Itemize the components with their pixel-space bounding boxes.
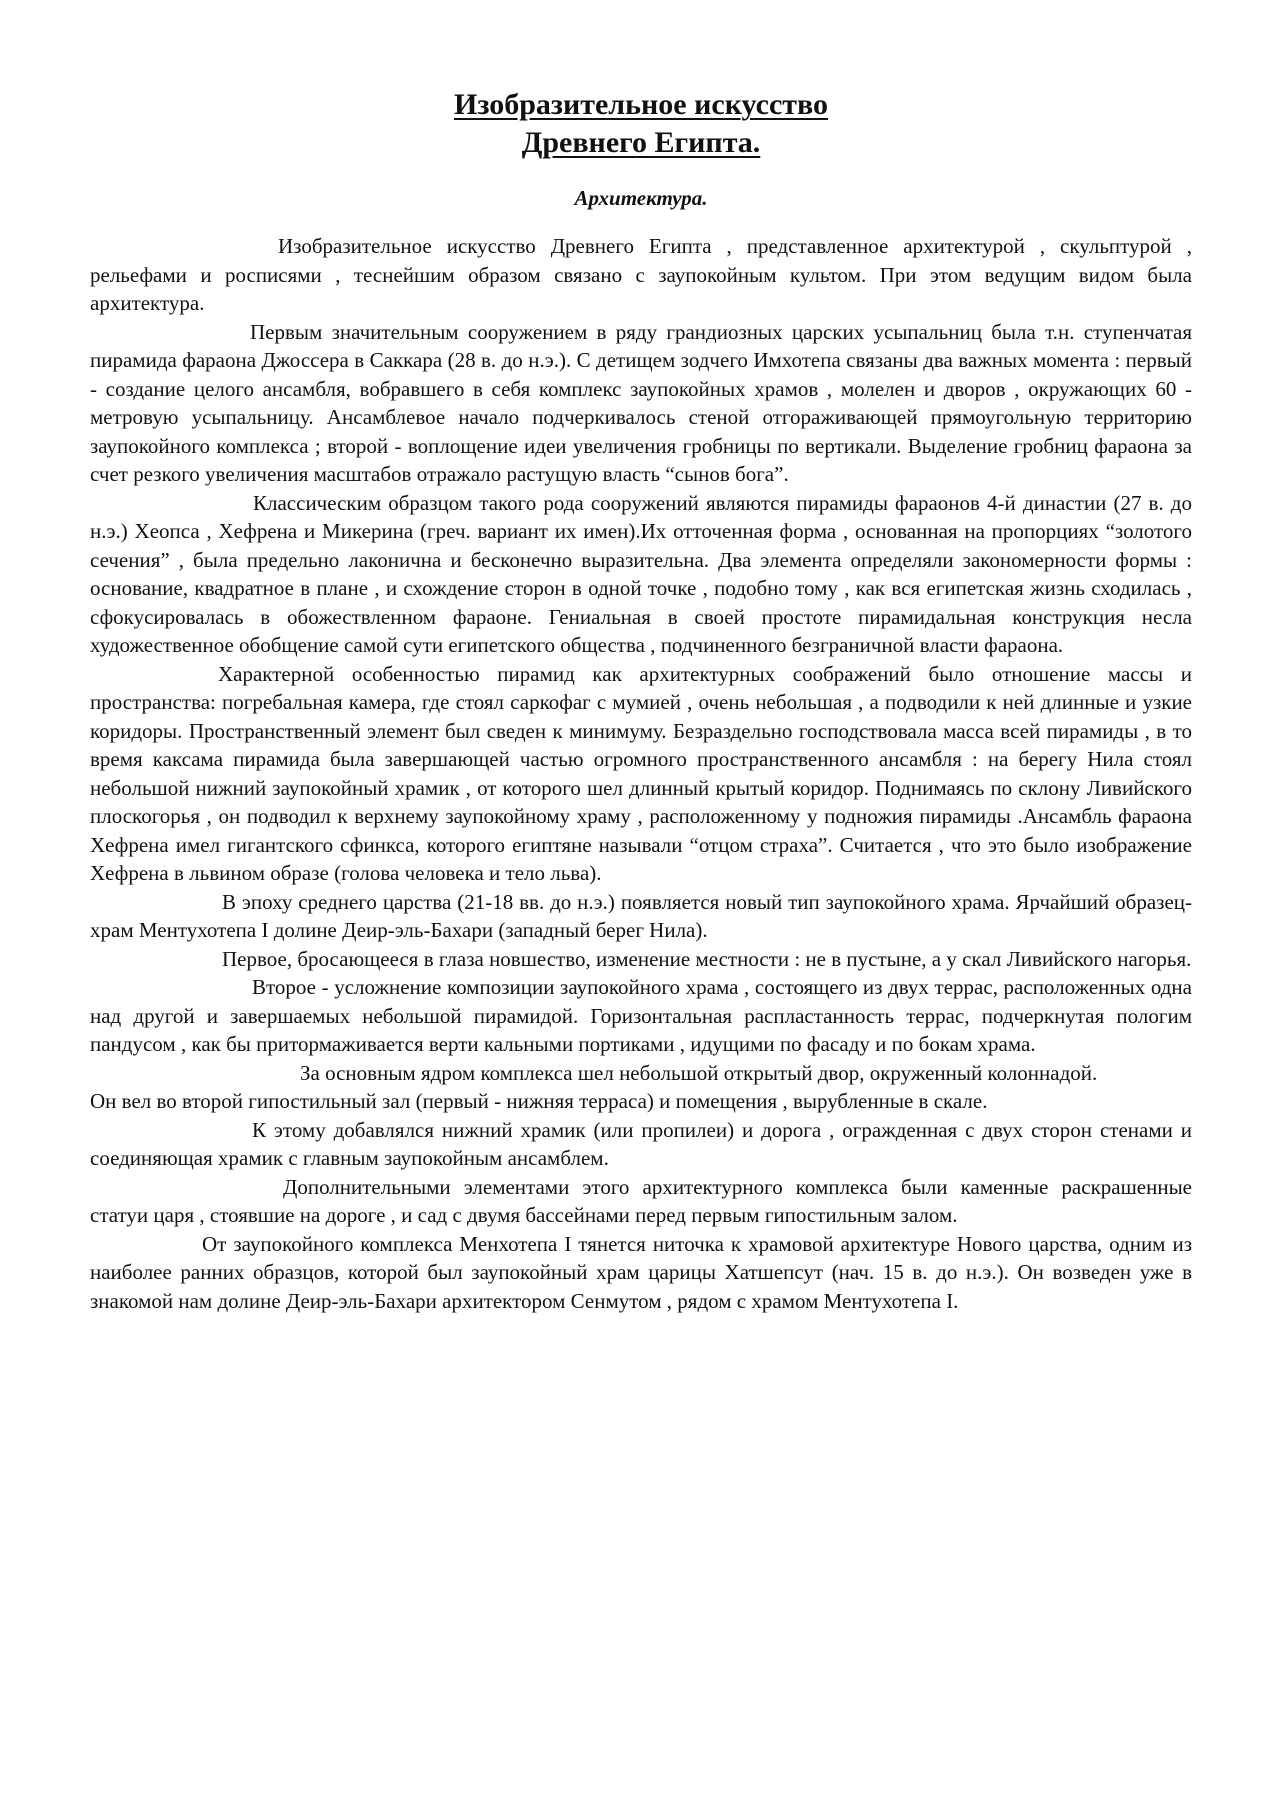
paragraph-11: Дополнительными элементами этого архитектурного комплекса были каменные раскрашенные статуи царя , стоявшие на дороге , и сад с двумя бассейнами перед первым гипостильным залом. <box>90 1174 1192 1227</box>
paragraph-3: Классическим образцом такого рода сооружений являются пирамиды фараонов 4-й династии (27 в. до н.э.) Хеопса , Хефрена и Микерина (греч. вариант их имен).Их отточенная форма , основанная на пропорциях “золотого сечения” , была предельно лаконична и бесконечно выразительна. Два элемента определяли закономерности формы : основание, квадратное в плане , и схождение сторон в одной точке , подобно тому , как вся египетская жизнь сходилась , сфокусировалась в обожествленном фараоне. Гениальная в своей простоте пирамидальная конструкция несла художественное обобщение самой сути египетского общества , подчиненного безграничной власти фараона. <box>90 490 1192 657</box>
paragraph-7: Второе - усложнение композиции заупокойного храма , состоящего из двух террас, расположенных одна над другой и завершаемых небольшой пирамидой. Горизонтальная распластанность террас, подчеркнутая пологим пандусом , как бы притормаживается верти кальными портиками , идущими по фасаду и по бокам храма. <box>90 975 1192 1056</box>
title-line-1: Изобразительное искусство <box>454 88 828 121</box>
paragraph-4: Характерной особенностью пирамид как архитектурных соображений было отношение массы и пространства: погребальная камера, где стоял саркофаг с мумией , очень небольшая , а подводили к ней длинные и узкие коридоры. Пространственный элемент был сведен к минимуму. Безраздельно господствовала масса всей пирамиды , в то время каксама пирамида была завершающей частью огромного пространственного ансамбля : на берегу Нила стоял небольшой нижний заупокойный храмик , от которого шел длинный крытый коридор. Поднимаясь по склону Ливийского плоскогорья , он подводил к верхнему заупокойному храму , расположенному у подножия пирамиды .Ансамбль фараона Хефрена имел гигантского сфинкса, которого египтяне называли “отцом страха”. Считается , что это было изображение Хефрена в львином образе (голова человека и тело льва). <box>90 661 1192 885</box>
paragraph-2: Первым значительным сооружением в ряду грандиозных царских усыпальниц была т.н. ступенчатая пирамида фараона Джоссера в Саккара (28 в. до н.э.). С детищем зодчего Имхотепа связаны два важных момента : первый - создание целого ансамбля, вобравшего в себя комплекс заупокойных храмов , молелен и дворов , окружающих 60 - метровую усыпальницу. Ансамблевое начало подчеркивалось стеной отгораживающей прямоугольную территорию заупокойного комплекса ; второй - воплощение идеи увеличения гробницы по вертикали. Выделение гробниц фараона за счет резкого увеличения масштабов отражало растущую власть “сынов бога”. <box>90 319 1192 486</box>
document-title <box>90 86 1192 162</box>
title-line-2: Древнего Египта. <box>521 126 761 159</box>
paragraph-6: Первое, бросающееся в глаза новшество, изменение местности : не в пустыне, а у скал Ливийского нагорья. <box>222 946 1192 971</box>
paragraph-8: За основным ядром комплекса шел небольшой открытый двор, окруженный колоннадой. <box>300 1060 1098 1085</box>
paragraph-5: В эпоху среднего царства (21-18 вв. до н.э.) появляется новый тип заупокойного храма. Ярчайший образец-храм Ментухотепа I долине Деир-эль-Бахари (западный берег Нила). <box>90 889 1192 942</box>
paragraph-10: К этому добавлялся нижний храмик (или пропилеи) и дорога , огражденная с двух сторон стенами и соединяющая храмик с главным заупокойным ансамблем. <box>90 1117 1192 1170</box>
paragraph-12: От заупокойного комплекса Менхотепа I тянется ниточка к храмовой архитектуре Нового царства, одним из наиболее ранних образцов, которой был заупокойный храм царицы Хатшепсут (нач. 15 в. до н.э.). Он возведен уже в знакомой нам долине Деир-эль-Бахари архитектором Сенмутом , рядом с храмом Ментухотепа I. <box>90 1231 1192 1313</box>
section-heading: Архитектура. <box>574 186 708 210</box>
paragraph-9: Он вел во второй гипостильный зал (первый - нижняя терраса) и помещения , вырубленные в скале. <box>90 1089 988 1113</box>
paragraph-1: Изобразительное искусство Древнего Египта , представленное архитектурой , скульптурой , рельефами и росписями , теснейшим образом связано с заупокойным культом. При этом ведущим видом была архитектура. <box>90 234 1192 315</box>
